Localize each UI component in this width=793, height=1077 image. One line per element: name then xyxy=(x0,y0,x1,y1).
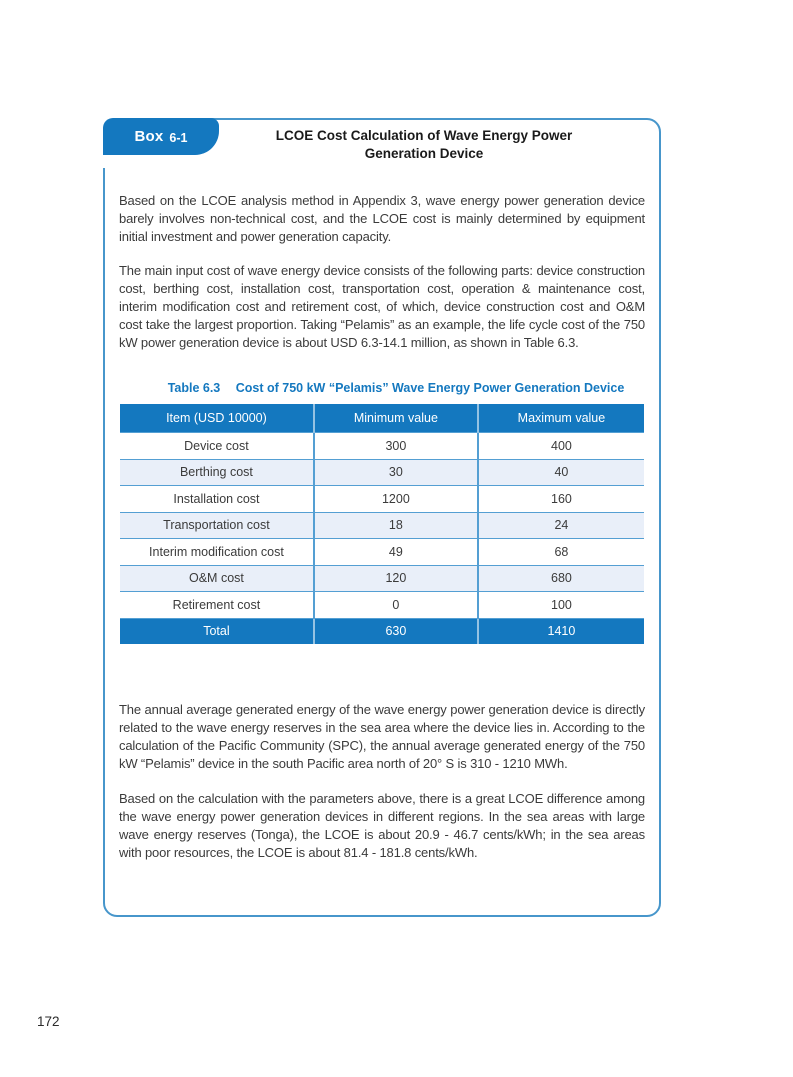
table-row xyxy=(120,486,644,513)
table-header-row xyxy=(120,404,644,433)
paragraph-1: Based on the LCOE analysis method in Appendix 3, wave energy power generation device barely involves non-technical cost, and the LCOE cost is mainly determined by equipment initial investment and power generation capacity. xyxy=(119,193,645,244)
cell-item: Transportation cost xyxy=(163,518,270,533)
header-item: Item (USD 10000) xyxy=(120,404,314,433)
cell-total-max: 1410 xyxy=(478,618,644,644)
box-content xyxy=(105,192,659,862)
cell-item: O&M cost xyxy=(189,571,244,586)
cell-item: Interim modification cost xyxy=(149,544,284,559)
cell-item: Retirement cost xyxy=(172,597,261,612)
cell-min: 300 xyxy=(314,433,478,460)
cell-min: 30 xyxy=(314,459,478,486)
box-title xyxy=(225,120,623,163)
paragraph-2: The main input cost of wave energy device consists of the following parts: device construction cost, berthing cost, installation cost, transportation cost, operation & maintenance cost, interim modification cost and retirement cost, of which, device construction cost and O&M cost take the largest proportion. Taking “Pelamis” as an example, the life cycle cost of the 750 kW power generation device is about USD 6.3-14.1 million, as shown in Table 6.3. xyxy=(119,263,645,350)
cell-min: 18 xyxy=(314,512,478,539)
header-min: Minimum value xyxy=(314,404,478,433)
table-row xyxy=(120,459,644,486)
table-row xyxy=(120,565,644,592)
cell-max: 68 xyxy=(478,539,644,566)
cell-item: Berthing cost xyxy=(179,465,253,480)
table-total-row xyxy=(120,618,644,644)
box-tab-number: 6-1 xyxy=(169,130,188,145)
box-title-line2: Generation Device xyxy=(364,146,484,161)
table-caption xyxy=(119,380,645,396)
box-tab-prefix: Box xyxy=(134,128,164,145)
cell-total-min: 630 xyxy=(314,618,478,644)
box-title-line1: LCOE Cost Calculation of Wave Energy Power xyxy=(275,128,573,143)
cell-max: 100 xyxy=(478,592,644,619)
cell-max: 160 xyxy=(478,486,644,513)
cell-total-label: Total xyxy=(203,624,230,639)
cell-min: 1200 xyxy=(314,486,478,513)
cell-min: 49 xyxy=(314,539,478,566)
cell-item: Device cost xyxy=(184,438,249,453)
table-row xyxy=(120,592,644,619)
paragraph-3: The annual average generated energy of the wave energy power generation device is directly related to the wave energy reserves in the sea area where the device lies in. According to the calculation of the Pacific Community (SPC), the annual average generated energy of the 750 kW “Pelamis” device in the south Pacific area north of 20° S is 310 - 1210 MWh. xyxy=(119,702,645,771)
table-row xyxy=(120,512,644,539)
cell-max: 680 xyxy=(478,565,644,592)
header-max: Maximum value xyxy=(478,404,644,433)
cell-max: 24 xyxy=(478,512,644,539)
cell-min: 0 xyxy=(314,592,478,619)
table-row xyxy=(120,539,644,566)
cell-max: 40 xyxy=(478,459,644,486)
table-caption-label: Table 6.3 xyxy=(167,381,221,395)
table-caption-title: Cost of 750 kW “Pelamis” Wave Energy Power Generation Device xyxy=(235,381,625,395)
cost-table xyxy=(120,404,644,644)
box-tab-shelf xyxy=(103,153,235,168)
cell-item: Installation cost xyxy=(173,491,260,506)
box-6-1-panel xyxy=(103,118,661,917)
cell-max: 400 xyxy=(478,433,644,460)
box-tab xyxy=(103,118,219,155)
table-row xyxy=(120,433,644,460)
paragraph-4: Based on the calculation with the parameters above, there is a great LCOE difference among the wave energy power generation devices in different regions. In the sea areas with large wave energy reserves (Tonga), the LCOE is about 20.9 - 46.7 cents/kWh; in the sea areas with poor resources, the LCOE is about 81.4 - 181.8 cents/kWh. xyxy=(119,791,645,860)
page-number: 172 xyxy=(37,1014,60,1029)
cell-min: 120 xyxy=(314,565,478,592)
